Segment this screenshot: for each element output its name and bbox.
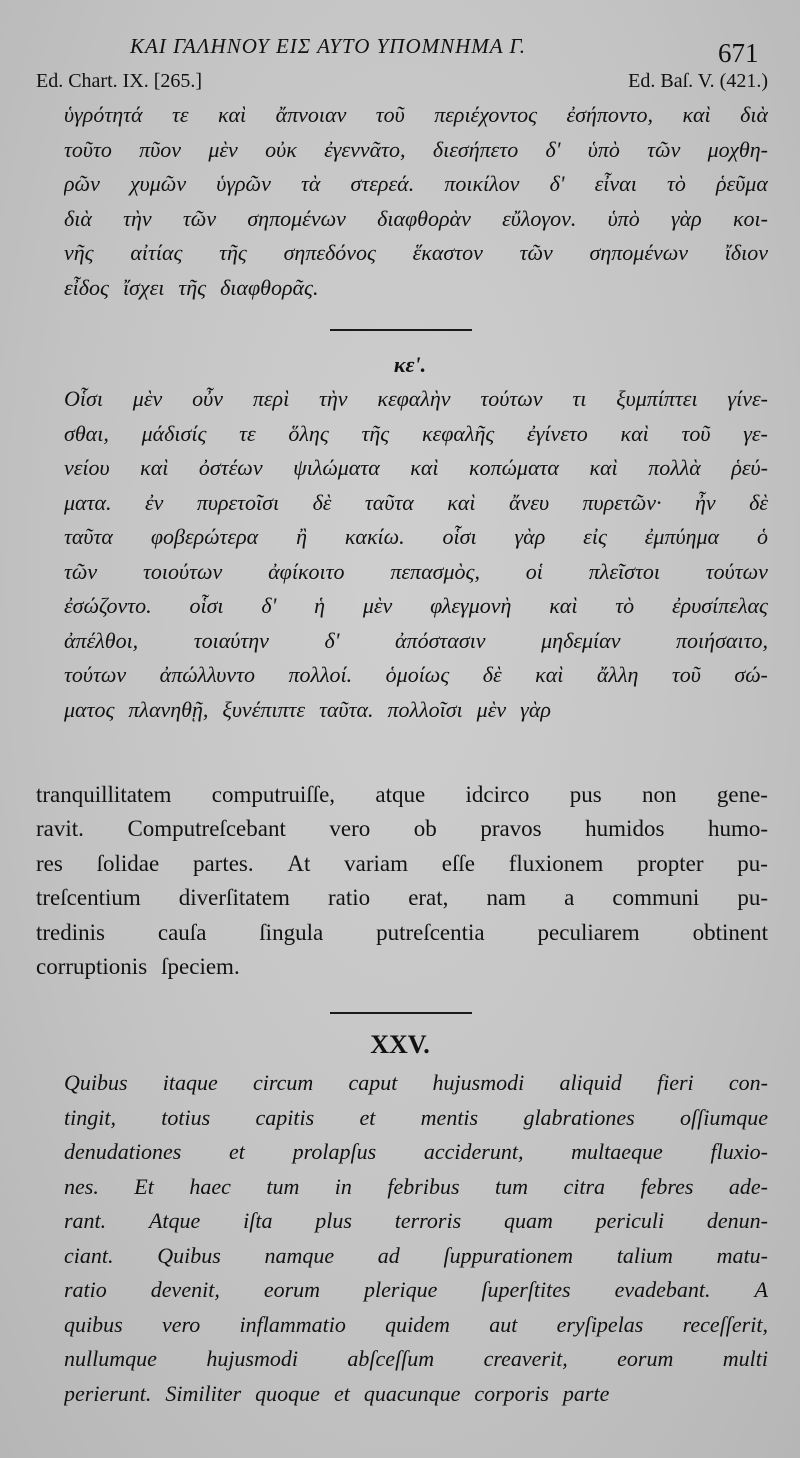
text-line: tingit, totius capitis et mentis glabrationes oſſiumque — [64, 1104, 768, 1130]
latin-text-section — [64, 1066, 768, 1411]
text-line: τούτων ἀπώλλυντο πολλοί. ὁμοίως δὲ καὶ ἄλλη τοῦ σώ- — [64, 662, 768, 687]
text-line: διὰ τὴν τῶν σηπομένων διαφθορὰν εὔλογον. ὑπὸ γὰρ κοι- — [64, 205, 768, 231]
text-line: ρῶν χυμῶν ὑγρῶν τὰ στερεά. ποικίλον δ' εἶναι τὸ ῥεῦμα — [64, 171, 768, 196]
edition-basel: Ed. Baſ. V. (421.) — [628, 70, 768, 92]
text-line: εἶδος ἴσχει τῆς διαφθορᾶς. — [64, 274, 319, 300]
section-rule-greek — [330, 329, 472, 331]
page-number: 671 — [718, 38, 759, 68]
text-line: tranquillitatem computruiſſe, atque idcirco pus non gene- — [36, 782, 768, 807]
text-line: rant. Atque iſta plus terroris quam periculi denun- — [64, 1208, 768, 1233]
text-line: ματα. ἐν πυρετοῖσι δὲ ταῦτα καὶ ἄνευ πυρετῶν· ἦν δὲ — [64, 489, 768, 515]
text-line: ματος πλανηθῇ, ξυνέπιπτε ταῦτα. πολλοῖσι μὲν γὰρ — [64, 696, 551, 722]
text-line: res ſolidae partes. At variam eſſe fluxionem propter pu- — [36, 850, 768, 876]
text-line: treſcentium diverſitatem ratio erat, nam a communi pu- — [36, 885, 768, 911]
section-rule-latin — [330, 1012, 472, 1014]
text-line: nullumque hujusmodi abſceſſum creaverit, eorum multi — [64, 1346, 768, 1371]
latin-text-top — [36, 778, 768, 984]
text-line: ἐσώζοντο. οἷσι δ' ἡ μὲν φλεγμονὴ καὶ τὸ ἐρυσίπελας — [64, 593, 768, 618]
text-line: νῆς αἰτίας τῆς σηπεδόνος ἕκαστον τῶν σηπομένων ἴδιον — [64, 240, 768, 265]
text-line: τῶν τοιούτων ἀφίκοιτο πεπασμὸς, οἱ πλεῖστοι τούτων — [64, 558, 768, 584]
greek-text-section — [64, 382, 768, 727]
text-line: ταῦτα φοβερώτερα ἢ κακίω. οἷσι γὰρ εἰς ἐμπύημα ὁ — [64, 524, 768, 549]
text-line: nes. Et haec tum in febribus tum citra febres ade- — [64, 1173, 768, 1199]
text-line: ὑγρότητά τε καὶ ἄπνοιαν τοῦ περιέχοντος ἐσήποντο, καὶ διὰ — [64, 102, 768, 127]
text-line: quibus vero inflammatio quidem aut eryſipelas receſſerit, — [64, 1311, 768, 1337]
greek-text-top — [64, 98, 768, 305]
text-line: denudationes et prolapſus acciderunt, multaeque fluxio- — [64, 1139, 768, 1164]
text-line: νείου καὶ ὀστέων ψιλώματα καὶ κοπώματα καὶ πολλὰ ῥεύ- — [64, 455, 768, 480]
text-line: ἀπέλθοι, τοιαύτην δ' ἀπόστασιν μηδεμίαν ποιήσαιτο, — [64, 627, 768, 653]
running-head: ΚΑΙ ΓΑΛΗΝΟΥ ΕΙΣ ΑΥΤΟ ΥΠΟΜΝΗΜΑ Γ. — [130, 34, 527, 58]
latin-section-heading: XXV. — [370, 1030, 430, 1059]
text-line: Οἷσι μὲν οὖν περὶ τὴν κεφαλὴν τούτων τι ξυμπίπτει γίνε- — [64, 386, 768, 411]
text-line: Quibus itaque circum caput hujusmodi aliquid fieri con- — [64, 1070, 768, 1095]
edition-line — [36, 70, 768, 96]
greek-section-heading: κε'. — [393, 352, 427, 377]
edition-chartier: Ed. Chart. IX. [265.] — [36, 70, 203, 92]
text-line: τοῦτο πῦον μὲν οὐκ ἐγεννᾶτο, διεσήπετο δ' ὑπὸ τῶν μοχθη- — [64, 136, 768, 162]
text-line: perierunt. Similiter quoque et quacunque corporis parte — [64, 1380, 610, 1406]
text-line: corruptionis ſpeciem. — [36, 953, 240, 979]
text-line: ratio devenit, eorum plerique ſuperſtites evadebant. A — [64, 1277, 768, 1302]
text-line: ravit. Computreſcebant vero ob pravos humidos humo- — [36, 816, 768, 842]
text-line: ciant. Quibus namque ad ſuppurationem talium matu- — [64, 1242, 768, 1268]
text-line: σθαι, μάδισίς τε ὅλης τῆς κεφαλῆς ἐγίνετο καὶ τοῦ γε- — [64, 420, 768, 446]
text-line: tredinis cauſa ſingula putreſcentia peculiarem obtinent — [36, 919, 768, 945]
